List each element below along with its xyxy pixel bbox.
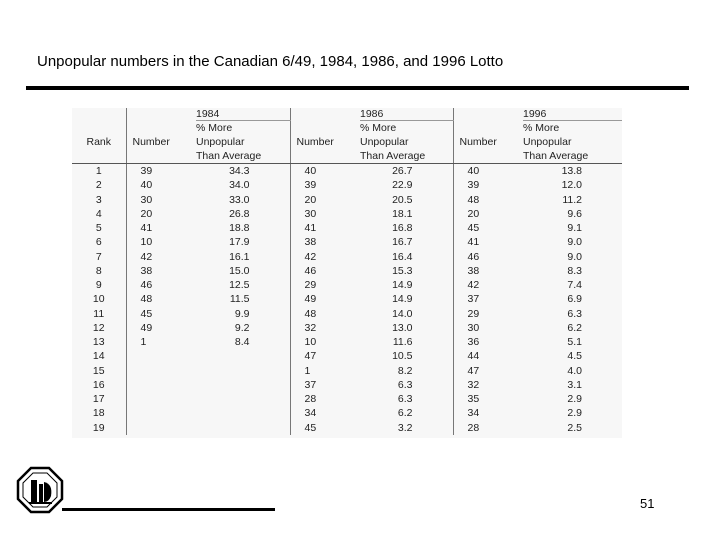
number-1984-cell: [126, 349, 196, 363]
pct-1986-cell: 6.3: [360, 378, 453, 392]
number-1984-cell: 38: [140, 264, 153, 277]
pct-1986-cell: 14.9: [360, 292, 453, 306]
pct-1984-cell: 33.0: [196, 193, 290, 207]
number-1984-cell: 30: [140, 193, 153, 206]
pct-header-line2: Unpopular: [523, 136, 572, 148]
title-divider: [26, 86, 689, 90]
number-1996-cell: 30: [467, 321, 480, 334]
rank-cell: 6: [72, 235, 126, 249]
number-1984-cell: [126, 378, 196, 392]
pct-header-line1: % More: [523, 122, 560, 134]
number-1986-cell: 10: [304, 336, 317, 348]
pct-1996-cell: 6.3: [567, 307, 582, 320]
pct-1984-cell: 26.8: [196, 207, 290, 221]
pct-1986-cell: 15.3: [360, 264, 453, 278]
number-1986-cell: 37: [304, 378, 317, 391]
pct-1996-cell: 9.6: [567, 207, 582, 220]
number-1996-cell: 39: [467, 179, 480, 192]
pct-1996-cell: 11.2: [562, 193, 582, 206]
pct-1984-cell: [196, 378, 290, 392]
table-row: [72, 278, 622, 292]
pct-1986-cell: 20.5: [360, 193, 453, 207]
pct-1986-cell: 22.9: [360, 178, 453, 192]
number-header: Number: [132, 136, 170, 148]
number-1986-cell: 46: [304, 264, 317, 277]
rank-cell: 18: [72, 406, 126, 420]
table-row: [72, 164, 622, 179]
pct-1984-cell: 34.0: [196, 178, 290, 192]
pct-1996-cell: 9.1: [567, 222, 582, 234]
rank-cell: 3: [72, 193, 126, 207]
pct-1984-cell: 9.9: [196, 307, 290, 321]
table-row: [72, 193, 622, 207]
number-1986-cell: 48: [304, 307, 317, 320]
pct-1984-cell: 34.3: [196, 164, 290, 179]
pct-1984-cell: 11.5: [196, 292, 290, 306]
rank-cell: 10: [72, 292, 126, 306]
table-row: [72, 364, 622, 378]
number-1984-cell: 40: [140, 179, 153, 192]
year-1984: 1984: [196, 108, 290, 121]
pct-header-line2: Unpopular: [196, 135, 290, 149]
pct-1986-cell: 6.3: [360, 392, 453, 406]
number-1996-cell: 45: [467, 222, 480, 234]
number-1996-cell: 46: [467, 250, 480, 263]
number-1996-cell: 48: [467, 193, 480, 206]
number-1984-cell: [126, 421, 196, 435]
pct-1984-cell: [196, 349, 290, 363]
number-header: Number: [296, 136, 334, 148]
pct-header-line3: Than Average: [360, 149, 453, 164]
pct-1996-cell: 2.5: [567, 421, 582, 434]
number-1984-cell: 49: [140, 321, 153, 334]
rank-cell: 15: [72, 364, 126, 378]
rank-cell: 4: [72, 207, 126, 221]
number-1986-cell: 34: [304, 407, 317, 420]
number-1996-cell: 37: [467, 293, 480, 306]
pct-1986-cell: 8.2: [360, 364, 453, 378]
table-row: [72, 292, 622, 306]
number-1984-cell: 1: [140, 336, 147, 348]
pct-1986-cell: 26.7: [360, 164, 453, 179]
rank-cell: 7: [72, 250, 126, 264]
rank-cell: 19: [72, 421, 126, 435]
number-1996-cell: 40: [467, 165, 480, 177]
pct-1996-cell: 6.2: [567, 321, 582, 334]
table-row: [72, 349, 622, 363]
number-1986-cell: 47: [304, 350, 317, 363]
number-1996-cell: 47: [467, 364, 480, 377]
table-row: [72, 221, 622, 235]
pct-header-line3: Than Average: [523, 149, 622, 164]
number-1984-cell: 41: [140, 222, 153, 234]
number-1996-cell: 28: [467, 421, 480, 434]
pct-1984-cell: [196, 406, 290, 420]
number-1986-cell: 42: [304, 250, 317, 263]
table-row: [72, 406, 622, 420]
pct-1984-cell: [196, 364, 290, 378]
rank-cell: 16: [72, 378, 126, 392]
number-1996-cell: 32: [467, 378, 480, 391]
pct-1986-cell: 6.2: [360, 406, 453, 420]
number-1986-cell: 45: [304, 421, 317, 434]
pct-1984-cell: 15.0: [196, 264, 290, 278]
unpopular-numbers-table: [72, 108, 622, 435]
number-1986-cell: 49: [304, 293, 317, 306]
number-1986-cell: 28: [304, 393, 317, 405]
rank-cell: 5: [72, 221, 126, 235]
rank-cell: 8: [72, 264, 126, 278]
year-1996: 1996: [523, 108, 622, 121]
pct-1986-cell: 14.9: [360, 278, 453, 292]
number-1984-cell: 20: [140, 207, 153, 220]
table-row: [72, 392, 622, 406]
pct-1984-cell: 12.5: [196, 278, 290, 292]
number-1986-cell: 20: [304, 193, 317, 206]
pct-1996-cell: 4.0: [567, 364, 582, 377]
pct-1984-cell: 9.2: [196, 321, 290, 335]
pct-1996-cell: 7.4: [567, 279, 582, 291]
pct-1996-cell: 13.8: [561, 165, 582, 177]
pct-1984-cell: 18.8: [196, 221, 290, 235]
number-1986-cell: 1: [304, 364, 311, 377]
table-row: [72, 235, 622, 249]
number-1996-cell: 36: [467, 336, 480, 348]
rank-cell: 11: [72, 307, 126, 321]
page-number: 51: [640, 496, 655, 511]
number-1996-cell: 38: [467, 264, 480, 277]
pct-1984-cell: [196, 421, 290, 435]
pct-1986-cell: 16.8: [360, 221, 453, 235]
year-header-row: [72, 108, 622, 121]
pct-1996-cell: 9.0: [567, 250, 582, 263]
table-row: [72, 178, 622, 192]
number-1996-cell: 20: [467, 207, 480, 220]
pct-1984-cell: 16.1: [196, 250, 290, 264]
pct-1986-cell: 18.1: [360, 207, 453, 221]
number-1984-cell: [126, 406, 196, 420]
number-1996-cell: 35: [467, 393, 480, 405]
pct-1996-cell: 3.1: [567, 378, 582, 391]
pct-1984-cell: 8.4: [196, 335, 290, 349]
table-row: [72, 421, 622, 435]
number-1996-cell: 41: [467, 236, 480, 249]
pct-1996-cell: 2.9: [567, 407, 582, 420]
rank-cell: 14: [72, 349, 126, 363]
number-1986-cell: 32: [304, 321, 317, 334]
rank-cell: 12: [72, 321, 126, 335]
number-1986-cell: 39: [304, 179, 317, 192]
number-1996-cell: 34: [467, 407, 480, 420]
pct-1996-cell: 8.3: [567, 264, 582, 277]
pct-1996-cell: 9.0: [567, 236, 582, 249]
lotto-table-container: [72, 108, 622, 438]
number-1984-cell: [126, 364, 196, 378]
table-row: [72, 378, 622, 392]
number-1984-cell: 48: [140, 293, 153, 306]
table-row: [72, 321, 622, 335]
pct-header-line3: Than Average: [196, 149, 290, 164]
number-1984-cell: 46: [140, 279, 153, 291]
pct-1986-cell: 11.6: [360, 335, 453, 349]
number-1986-cell: 29: [304, 279, 317, 291]
number-1984-cell: 10: [140, 236, 153, 249]
number-1986-cell: 30: [304, 207, 317, 220]
slide-title: Unpopular numbers in the Canadian 6/49, 1984, 1986, and 1996 Lotto: [37, 53, 504, 70]
pct-1996-cell: 4.5: [567, 350, 582, 363]
rank-cell: 13: [72, 335, 126, 349]
number-1986-cell: 40: [304, 165, 317, 177]
pct-1984-cell: [196, 392, 290, 406]
rank-cell: 9: [72, 278, 126, 292]
number-1984-cell: 39: [140, 165, 153, 177]
number-header: Number: [459, 136, 497, 148]
number-1986-cell: 41: [304, 222, 317, 234]
rank-cell: 2: [72, 178, 126, 192]
number-1984-cell: [126, 392, 196, 406]
number-1996-cell: 29: [467, 307, 480, 320]
pct-header-line1: % More: [360, 121, 453, 136]
pct-1984-cell: 17.9: [196, 235, 290, 249]
table-row: [72, 207, 622, 221]
pct-1996-cell: 2.9: [567, 393, 582, 405]
table-row: [72, 307, 622, 321]
number-1996-cell: 42: [467, 279, 480, 291]
pct-1986-cell: 10.5: [360, 349, 453, 363]
pct-1996-cell: 12.0: [561, 179, 582, 192]
table-row: [72, 264, 622, 278]
octagon-emblem-icon: [16, 466, 64, 514]
pct-1986-cell: 16.4: [360, 250, 453, 264]
table-body: [72, 164, 622, 435]
number-1986-cell: 38: [304, 236, 317, 249]
year-1986: 1986: [360, 108, 453, 121]
rank-cell: 17: [72, 392, 126, 406]
table-row: [72, 335, 622, 349]
pct-header-line2: Unpopular: [360, 135, 453, 149]
number-1984-cell: 45: [140, 307, 153, 320]
rank-cell: 1: [72, 164, 126, 179]
rank-header: Rank: [72, 135, 126, 149]
footer-divider: [62, 508, 275, 511]
pct-header-line1: % More: [196, 121, 290, 136]
number-1996-cell: 44: [467, 350, 480, 363]
pct-1986-cell: 3.2: [360, 421, 453, 435]
pct-1986-cell: 14.0: [360, 307, 453, 321]
number-1984-cell: 42: [140, 250, 153, 263]
pct-1986-cell: 13.0: [360, 321, 453, 335]
table-row: [72, 250, 622, 264]
pct-1996-cell: 5.1: [567, 336, 582, 348]
pct-1996-cell: 6.9: [567, 293, 582, 306]
pct-1986-cell: 16.7: [360, 235, 453, 249]
